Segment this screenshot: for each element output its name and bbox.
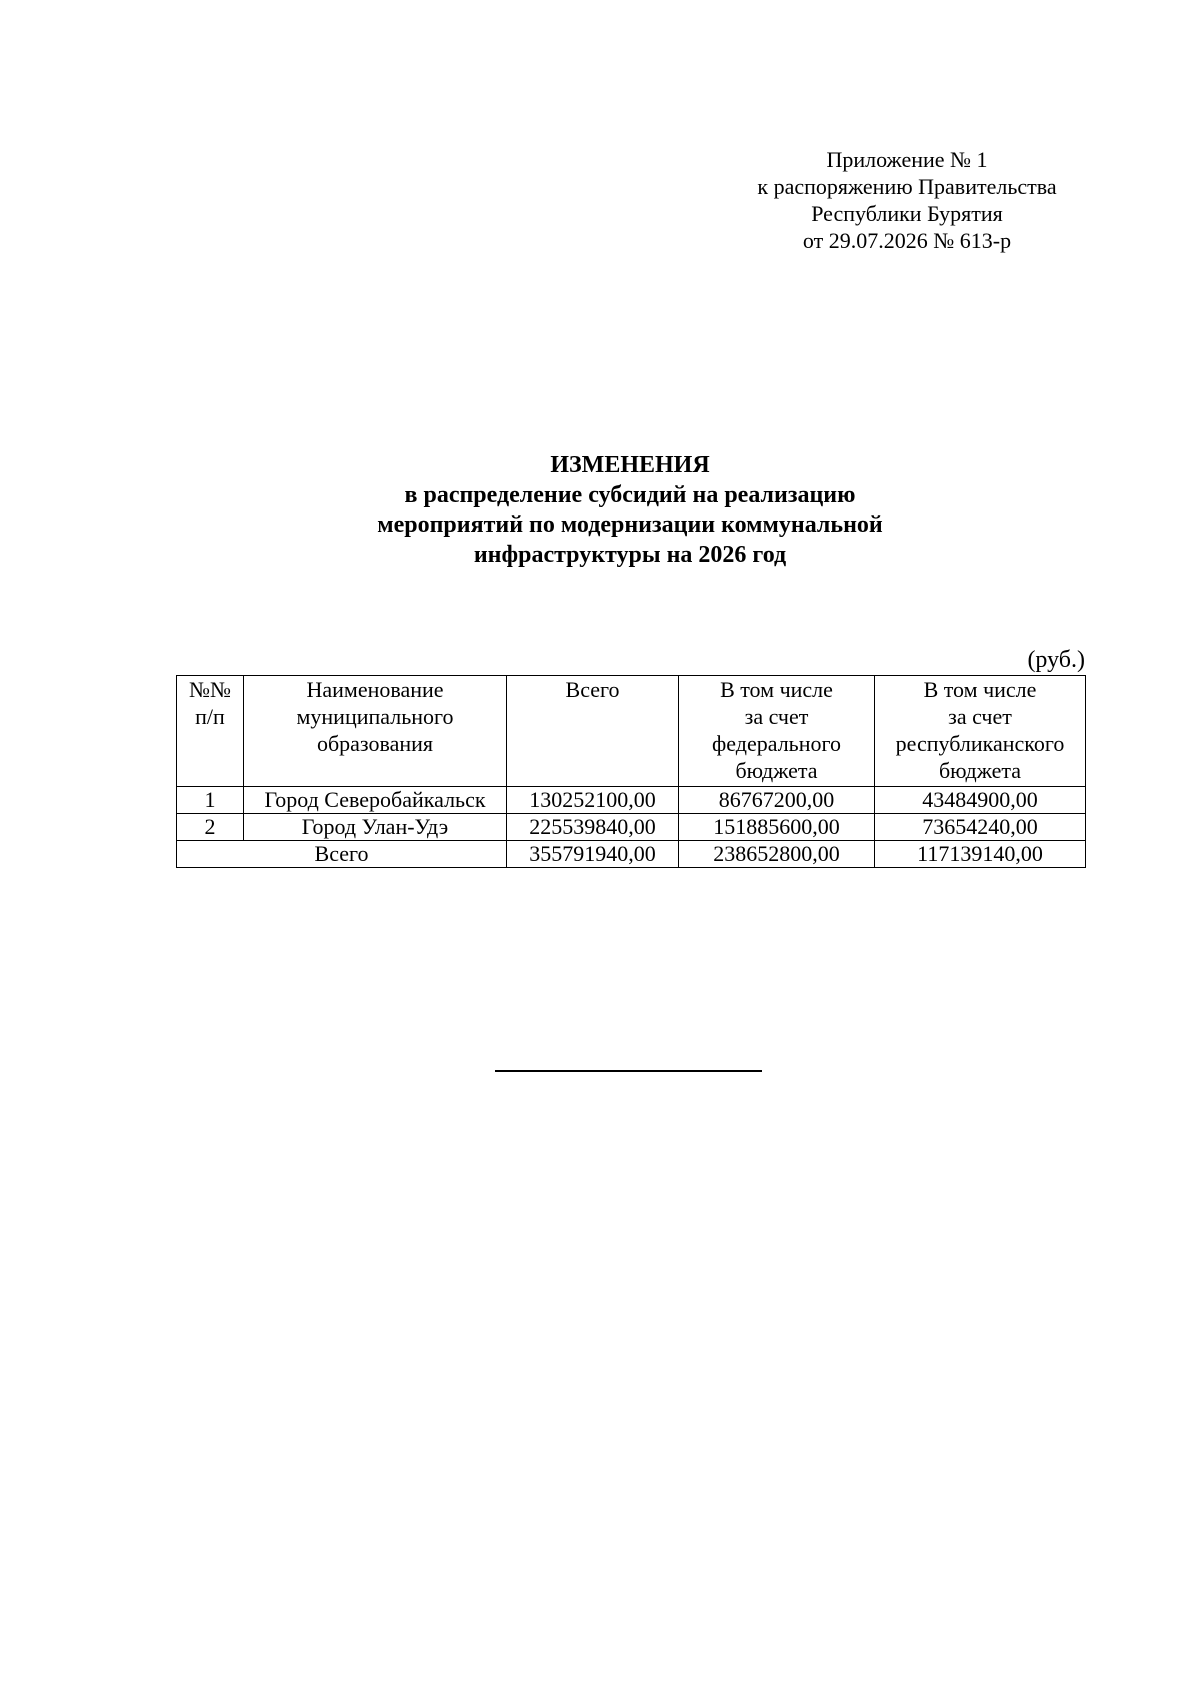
header-republican bbox=[875, 676, 1086, 787]
total-federal: 238652800,00 bbox=[679, 841, 875, 868]
title-line: ИЗМЕНЕНИЯ bbox=[550, 452, 710, 478]
total-sum: 355791940,00 bbox=[507, 841, 679, 868]
header-line: бюджета bbox=[938, 758, 1022, 783]
cell-total: 130252100,00 bbox=[507, 787, 679, 814]
header-federal bbox=[679, 676, 875, 787]
table-row bbox=[177, 814, 1086, 841]
table-row bbox=[177, 787, 1086, 814]
cell-republican: 43484900,00 bbox=[875, 787, 1086, 814]
header-line: образования bbox=[316, 731, 434, 756]
header-line: Всего bbox=[565, 677, 620, 702]
total-label: Всего bbox=[177, 841, 507, 868]
units-label: (руб.) bbox=[1027, 647, 1085, 673]
header-line: федерального bbox=[712, 731, 841, 756]
cell-republican: 73654240,00 bbox=[875, 814, 1086, 841]
title-line: в распределение субсидий на реализацию bbox=[404, 482, 856, 508]
appendix-line: Республики Бурятия bbox=[811, 201, 1003, 226]
cell-municipality: Город Улан-Удэ bbox=[244, 814, 507, 841]
header-line: В том числе bbox=[923, 677, 1037, 702]
cell-federal: 151885600,00 bbox=[679, 814, 875, 841]
document-title bbox=[0, 450, 1200, 570]
cell-federal: 86767200,00 bbox=[679, 787, 875, 814]
header-total bbox=[507, 676, 679, 787]
cell-total: 225539840,00 bbox=[507, 814, 679, 841]
title-line: мероприятий по модернизации коммунальной bbox=[377, 512, 883, 538]
header-line: п/п bbox=[195, 704, 225, 729]
subsidy-table bbox=[176, 675, 1086, 868]
table-total-row bbox=[177, 841, 1086, 868]
table-header-row bbox=[177, 676, 1086, 787]
header-line: В том числе bbox=[720, 677, 833, 702]
header-number bbox=[177, 676, 244, 787]
appendix-reference bbox=[737, 146, 1077, 254]
title-line: инфраструктуры на 2026 год bbox=[473, 542, 787, 568]
header-line: республиканского bbox=[895, 731, 1065, 756]
separator-line bbox=[495, 1070, 762, 1072]
total-republican: 117139140,00 bbox=[875, 841, 1086, 868]
appendix-line: к распоряжению Правительства bbox=[757, 174, 1057, 199]
appendix-line: от 29.07.2026 № 613-р bbox=[802, 228, 1012, 253]
header-line: Наименование bbox=[306, 677, 444, 702]
header-line: №№ bbox=[189, 677, 231, 702]
header-municipality bbox=[244, 676, 507, 787]
cell-number: 2 bbox=[177, 814, 244, 841]
cell-municipality: Город Северобайкальск bbox=[244, 787, 507, 814]
cell-number: 1 bbox=[177, 787, 244, 814]
header-line: муниципального bbox=[296, 704, 454, 729]
header-line: за счет bbox=[744, 704, 809, 729]
header-line: за счет bbox=[948, 704, 1012, 729]
header-line: бюджета bbox=[735, 758, 818, 783]
appendix-line: Приложение № 1 bbox=[826, 147, 988, 172]
